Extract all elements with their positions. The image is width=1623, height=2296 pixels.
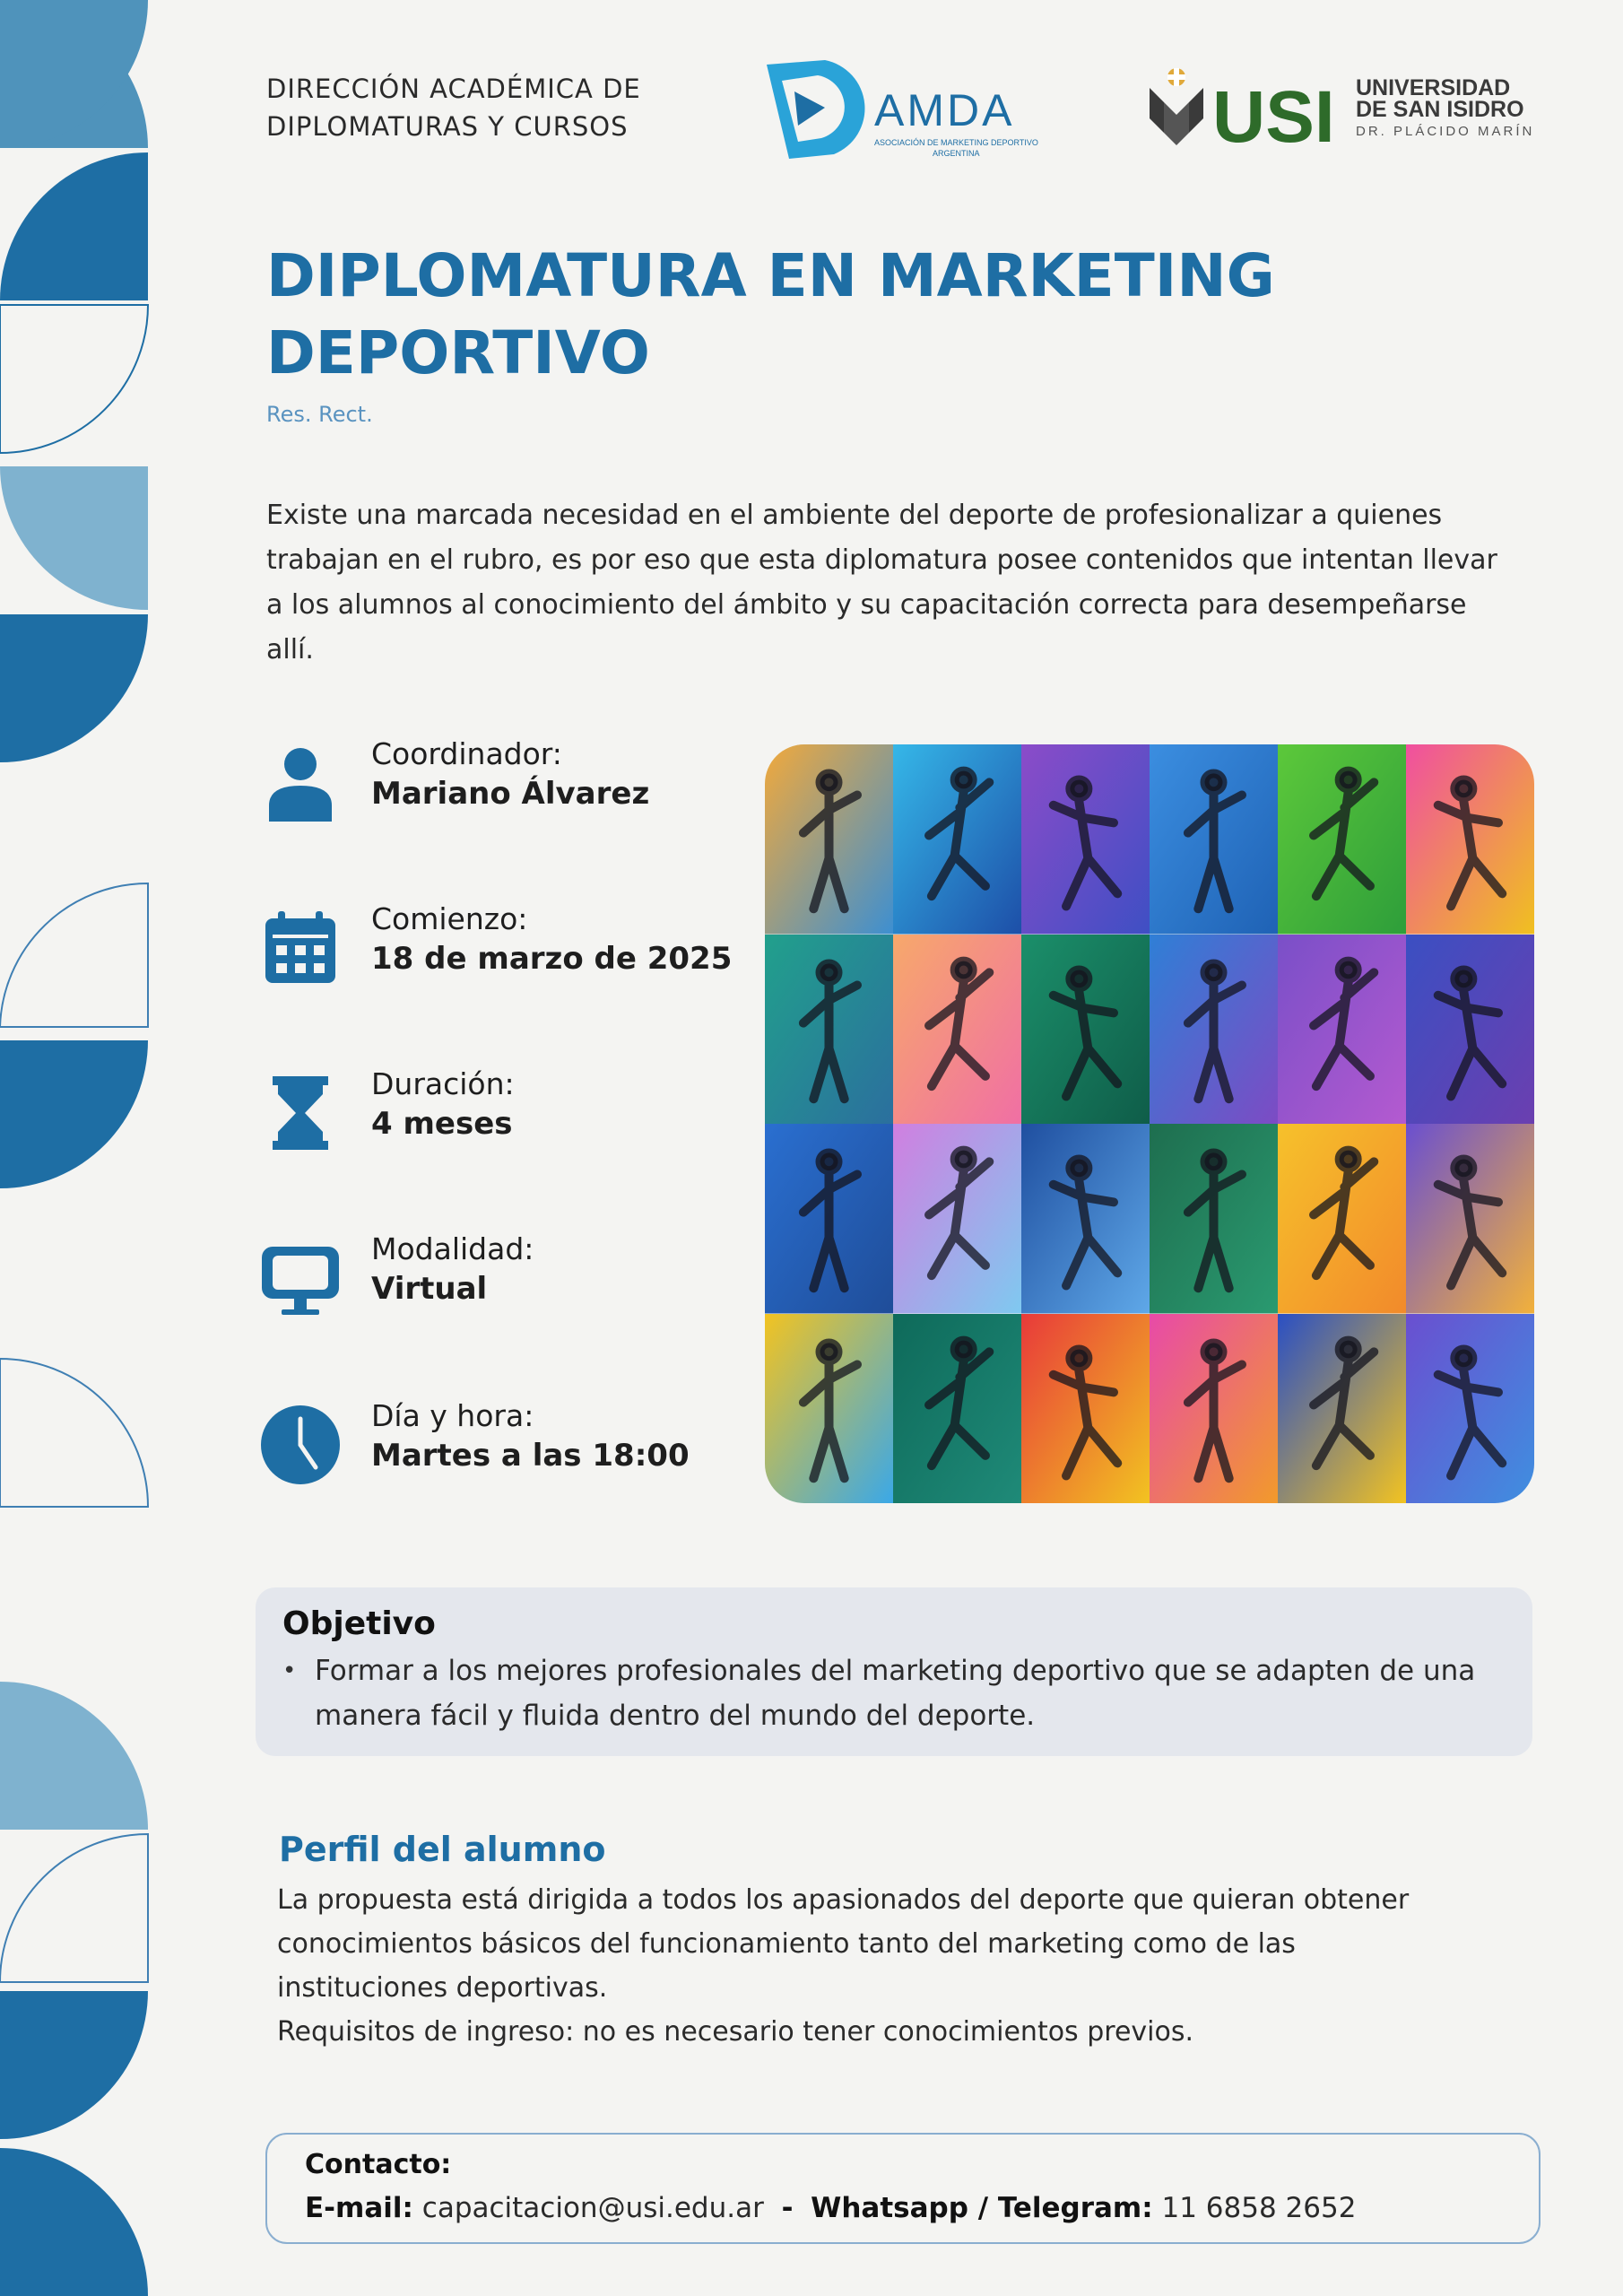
department-line-1: DIRECCIÓN ACADÉMICA DE	[266, 74, 641, 104]
phone-label: Whatsapp / Telegram:	[811, 2192, 1153, 2224]
svg-text:ASOCIACIÓN DE MARKETING DEPORT: ASOCIACIÓN DE MARKETING DEPORTIVO	[874, 138, 1038, 147]
sport-photo-basketball	[1021, 1314, 1150, 1504]
info-duration	[260, 1064, 762, 1162]
info-schedule	[260, 1396, 762, 1494]
schedule-value: Martes a las 18:00	[371, 1438, 690, 1474]
sport-photo-fitness	[1150, 935, 1278, 1125]
profile-requirements: Requisitos de ingreso: no es necesario tener conocimientos previos.	[277, 2016, 1194, 2048]
objective-bullet: •	[282, 1657, 297, 1684]
sport-photo-dance	[765, 935, 893, 1125]
intro-paragraph: Existe una marcada necesidad en el ambiente del deporte de profesionalizar a quienes trabajan en el rubro, es por eso que esta diplomatura posee contenidos que intentan llevar a los alumnos al conocimiento del ámbito y su capacitación correcta para desempeñarse allí.	[266, 500, 1497, 665]
phone-number[interactable]: 11 6858 2652	[1161, 2192, 1357, 2224]
sport-photo-soccer	[1021, 744, 1150, 935]
contact-title: Contacto:	[305, 2149, 452, 2180]
profile-line-1: La propuesta está dirigida a todos los apasionados del deporte que quieran obtener	[277, 1884, 1410, 1916]
title-line-1: DIPLOMATURA EN MARKETING	[266, 241, 1275, 310]
objective-text: Formar a los mejores profesionales del marketing deportivo que se adapten de una manera fácil y fluida dentro del mundo del deporte.	[315, 1655, 1476, 1732]
page-title	[266, 238, 1342, 392]
sport-photo-weightlifting	[1406, 935, 1534, 1125]
email-link[interactable]: capacitacion@usi.edu.ar	[421, 2192, 764, 2224]
info-modality	[260, 1229, 762, 1327]
monitor-icon	[260, 1238, 341, 1318]
svg-text:ARGENTINA: ARGENTINA	[933, 149, 980, 158]
coordinator-value: Mariano Álvarez	[371, 776, 650, 812]
sport-photo-gymnastics	[1150, 1124, 1278, 1314]
title-line-2: DEPORTIVO	[266, 318, 650, 387]
sport-photo-soccer	[1278, 935, 1406, 1125]
modality-value: Virtual	[371, 1271, 488, 1307]
svg-text:UNIVERSIDAD: UNIVERSIDAD	[1356, 75, 1511, 100]
decorative-shapes	[0, 0, 152, 2296]
contact-box	[265, 2133, 1541, 2244]
sport-photo-weightlifting	[1278, 1314, 1406, 1504]
sport-photo-boxing	[1021, 935, 1150, 1125]
info-start-date	[260, 899, 762, 997]
svg-text:DR. PLÁCIDO MARÍN: DR. PLÁCIDO MARÍN	[1356, 124, 1535, 139]
start-value: 18 de marzo de 2025	[371, 941, 733, 977]
profile-line-2: conocimientos básicos del funcionamiento tanto del marketing como de las	[277, 1928, 1296, 1960]
profile-text	[277, 1878, 1532, 2054]
modality-label: Modalidad:	[371, 1231, 534, 1266]
schedule-label: Día y hora:	[371, 1398, 534, 1433]
coordinator-label: Coordinador:	[371, 736, 562, 771]
duration-value: 4 meses	[371, 1106, 513, 1142]
sport-photo-gymnastics	[1406, 1124, 1534, 1314]
clock-icon	[260, 1405, 341, 1485]
sport-photo-soccer	[893, 1124, 1021, 1314]
start-label: Comienzo:	[371, 901, 528, 936]
sport-photo-majorette	[893, 935, 1021, 1125]
contact-line	[305, 2192, 1356, 2224]
profile-line-3: instituciones deportivas.	[277, 1972, 608, 2004]
sport-photo-soccer	[765, 1314, 893, 1504]
sport-photo-kickboxing	[1406, 744, 1534, 935]
sport-photo-tennis	[765, 744, 893, 935]
sport-photo-basketball	[893, 744, 1021, 935]
sport-photo-cycling	[1406, 1314, 1534, 1504]
usi-logo-text: USI	[1212, 76, 1335, 152]
duration-label: Duración:	[371, 1066, 515, 1101]
calendar-icon	[260, 908, 341, 988]
person-icon	[260, 743, 341, 823]
sport-photo-gymnastics	[893, 1314, 1021, 1504]
department-name	[266, 70, 641, 145]
usi-logo	[1148, 63, 1542, 152]
svg-text:DE SAN ISIDRO: DE SAN ISIDRO	[1356, 97, 1524, 122]
objective-title: Objetivo	[282, 1605, 436, 1642]
info-coordinator	[260, 734, 762, 832]
hourglass-icon	[260, 1073, 341, 1153]
sport-photo-running	[1150, 1314, 1278, 1504]
amda-logo	[762, 56, 1058, 163]
sport-photo-volleyball	[1021, 1124, 1150, 1314]
email-label: E-mail:	[305, 2192, 413, 2224]
sports-photo-mosaic	[765, 744, 1534, 1503]
sport-photo-volleyball	[765, 1124, 893, 1314]
resolution-note: Res. Rect.	[266, 402, 373, 427]
objective-box	[256, 1587, 1532, 1756]
sport-photo-tennis	[1150, 744, 1278, 935]
profile-title: Perfil del alumno	[279, 1830, 606, 1869]
department-line-2: DIPLOMATURAS Y CURSOS	[266, 111, 629, 142]
contact-separator: -	[781, 2192, 794, 2224]
sport-photo-football	[1278, 744, 1406, 935]
sport-photo-basketball	[1278, 1124, 1406, 1314]
amda-logo-text: AMDA	[874, 85, 1015, 135]
